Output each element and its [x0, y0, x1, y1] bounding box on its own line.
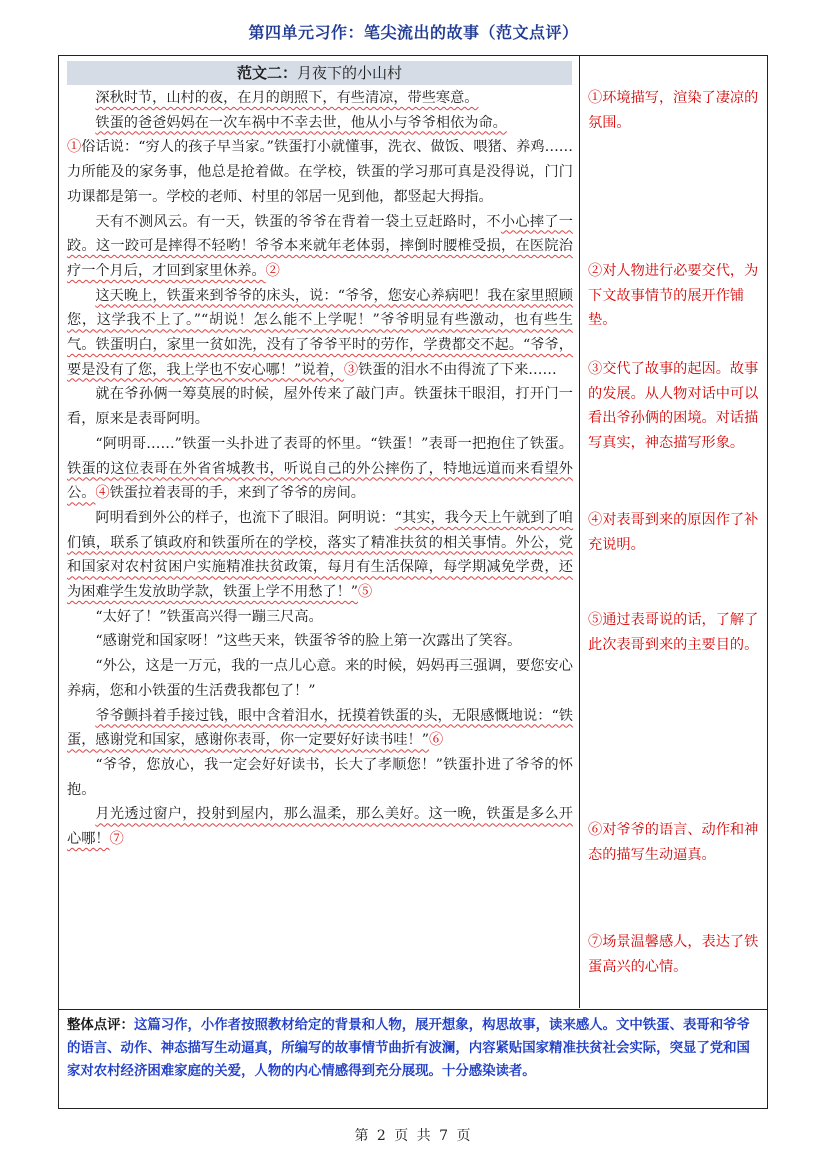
paragraph-6 — [67, 382, 573, 431]
comment-3: ③交代了故事的起因。故事的发展。从人物对话中可以看出爷孙俩的困境。对话描写真实，神态描写形象。 — [588, 361, 759, 452]
comment-6: ⑥对爷爷的语言、动作和神态的描写生动逼真。 — [588, 822, 759, 863]
paragraph-8-text: 阿明看到外公的样子，也流下了眼泪。阿明说： — [95, 509, 395, 526]
page-number: 第 2 页 共 7 页 — [354, 1128, 473, 1144]
annotated-text-6: 爷爷颤抖着手接过钱，眼中含着泪水，抚摸着铁蛋的头，无限感慨地说：“铁蛋，感谢党和国家，感谢你表哥，你一定要好好读书哇！” — [67, 707, 573, 749]
paragraph-6-text: 就在爷孙俩一筹莫展的时候，屋外传来了敲门声。铁蛋抹干眼泪，打开门一看，原来是表哥阿明。 — [67, 386, 573, 428]
paragraph-1 — [67, 86, 573, 111]
marker-5: ⑤ — [358, 584, 373, 601]
marker-4: ④ — [95, 485, 110, 502]
annotated-text-1: 深秋时节，山村的夜，在月的朗照下，有些清凉，带些寒意。 — [95, 90, 479, 106]
paragraph-4 — [67, 210, 573, 284]
comment-7: ⑦场景温馨感人，表达了铁蛋高兴的心情。 — [588, 934, 759, 975]
annotated-text-2b: 小心摔了一跤。这一跤可是摔得不轻哟！爷爷本来就年老体弱，摔倒时腰椎受损，在医院治疗一个月后，才回到家里休养。 — [67, 213, 573, 279]
annotated-text-3: 这天晚上，铁蛋来到爷爷的床头，说：“爷爷，您安心养病吧！我在家里照顾您，这学我不上了。”“胡说！怎么能不上学呢！”爷爷明显有些激动，也有些生气。铁蛋明白，家里一贫如洗，没有了爷爷平时的劳作，学费都交不起。“爷爷，要是没有了您，我上学也不安心哪！”说着， — [67, 287, 573, 378]
paragraph-4-text: 天有不测风云。有一天，铁蛋的爷爷在背着一袋土豆赶路时，不 — [95, 213, 501, 230]
essay-heading-prefix: 范文二： — [236, 64, 297, 82]
paragraph-13 — [67, 753, 573, 802]
paragraph-11 — [67, 654, 573, 703]
paragraph-3 — [67, 135, 573, 209]
marker-2: ② — [265, 262, 280, 279]
overall-review-label: 整体点评： — [67, 1018, 134, 1033]
paragraph-14 — [67, 802, 573, 851]
essay-table — [58, 55, 768, 1010]
marker-1: ① — [67, 139, 82, 156]
annotated-text-5: “其实，我今天上午就到了咱们镇，联系了镇政府和铁蛋所在的学校，落实了精准扶贫的相关事情。外公，党和国家对农村贫困户实施精准扶贫政策，每月有生活保障，每学期减免学费，还为困难学生发放助学款，铁蛋上学不用愁了！” — [67, 509, 573, 601]
marker-6: ⑥ — [428, 732, 444, 749]
page-title: 第四单元习作：笔尖流出的故事（范文点评） — [248, 23, 579, 42]
paragraph-11-text: “外公，这是一万元，我的一点儿心意。来的时候，妈妈再三强调，要您安心养病，您和小铁蛋的生活费我都包了！” — [67, 658, 573, 699]
annotated-text-2a: 铁蛋的爸爸妈妈在一次车祸中不幸去世，他从小与爷爷相依为命。 — [95, 114, 507, 131]
comment-4: ④对表哥到来的原因作了补充说明。 — [588, 512, 759, 553]
paragraph-7 — [67, 432, 573, 506]
marker-3: ③ — [343, 361, 359, 378]
paragraph-9-text: “太好了！”铁蛋高兴得一蹦三尺高。 — [95, 608, 323, 625]
essay-column — [59, 56, 579, 1008]
comment-5: ⑤通过表哥说的话，了解了此次表哥到来的主要目的。 — [588, 612, 759, 653]
paragraph-7-text: “阿明哥……”铁蛋一头扑进了表哥的怀里。“铁蛋！”表哥一把抱住了铁蛋。 — [95, 435, 573, 452]
paragraph-3-text: 俗话说：“穷人的孩子早当家。”铁蛋打小就懂事，洗衣、做饭、喂猪、养鸡……力所能及的家务事，他总是抢着做。在学校，铁蛋的学习那可真是没得说，门门功课都是第一。学校的老师、村里的邻居一见到他，都竖起大拇指。 — [67, 139, 573, 205]
paragraph-5 — [67, 284, 573, 383]
paragraph-13-text: “爷爷，您放心，我一定会好好读书，长大了孝顺您！”铁蛋扑进了爷爷的怀抱。 — [67, 756, 573, 798]
comment-1: ①环境描写，渲染了凄凉的氛围。 — [588, 90, 759, 131]
paragraph-2 — [67, 111, 573, 136]
essay-heading-title: 月夜下的小山村 — [297, 64, 403, 82]
essay-heading — [67, 61, 572, 85]
paragraph-7-tail: 铁蛋拉着表哥的手，来到了爷爷的房间。 — [109, 485, 365, 502]
comment-2: ②对人物进行必要交代，为下文故事情节的展开作铺垫。 — [588, 263, 759, 329]
paragraph-8 — [67, 506, 573, 605]
annotated-text-4: 铁蛋的这位表哥在外省省城教书，听说自己的外公摔伤了，特地远道而来看望外公。 — [67, 460, 573, 502]
paragraph-12 — [67, 704, 573, 753]
annotated-text-7: 月光透过窗户，投射到屋内，那么温柔，那么美好。这一晚，铁蛋是多么开心哪！ — [67, 806, 573, 848]
paragraph-10 — [67, 629, 573, 654]
overall-review — [58, 1010, 768, 1109]
paragraph-10-text: “感谢党和国家呀！”这些天来，铁蛋爷爷的脸上第一次露出了笑容。 — [95, 633, 522, 650]
overall-review-text: 这篇习作，小作者按照教材给定的背景和人物，展开想象，构思故事，读来感人。文中铁蛋、表哥和爷爷的语言、动作、神态描写生动逼真，所编写的故事情节曲折有波澜，内容紧贴国家精准扶贫社会实际，突显了党和国家对农村经济困难家庭的关爱，人物的内心情感得到充分展现。十分感染读者。 — [67, 1018, 750, 1079]
comment-column — [580, 56, 767, 1008]
paragraph-9 — [67, 605, 573, 630]
paragraph-5-tail: 铁蛋的泪水不由得流了下来…… — [358, 361, 557, 378]
marker-7: ⑦ — [109, 831, 124, 848]
essay-body — [67, 86, 573, 852]
